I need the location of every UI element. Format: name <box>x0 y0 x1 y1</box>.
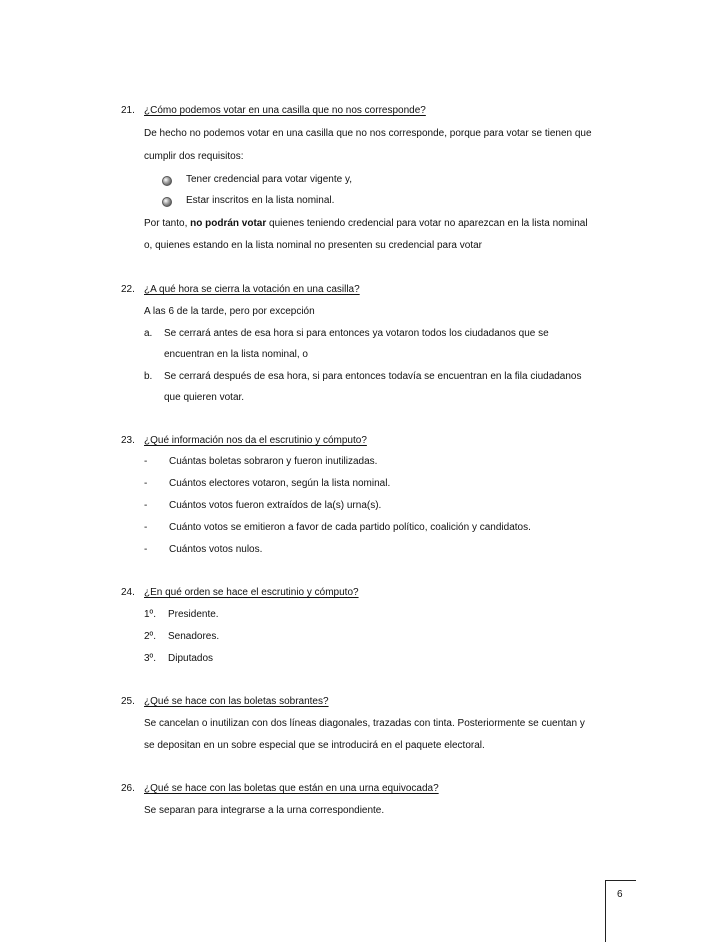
q23-dash: - <box>144 544 148 555</box>
q21-text-line2: cumplir dos requisitos: <box>144 151 244 162</box>
q21-line3-pre: Por tanto, <box>144 218 191 229</box>
q22-item-a-line1: Se cerrará antes de esa hora si para entonces ya votaron todos los ciudadanos que se <box>164 328 549 339</box>
q22-item-b-line1: Se cerrará después de esa hora, si para entonces todavía se encuentran en la fila ciudadanos <box>164 371 582 382</box>
q23-item-1: Cuántas boletas sobraron y fueron inutilizadas. <box>169 456 378 467</box>
q22-question: ¿A qué hora se cierra la votación en una casilla? <box>144 284 360 295</box>
q21-question: ¿Cómo podemos votar en una casilla que no nos corresponde? <box>144 105 426 116</box>
q24-item-2-marker: 2º. <box>144 631 156 642</box>
q25-text-line1: Se cancelan o inutilizan con dos líneas diagonales, trazadas con tinta. Posteriormente se cuentan y <box>144 718 585 729</box>
q21-bullet-2: Estar inscritos en la lista nominal. <box>186 195 335 206</box>
q26-text-line1: Se separan para integrarse a la urna correspondiente. <box>144 805 385 816</box>
q21-text-line3 <box>144 217 588 231</box>
q24-item-3-marker: 3º. <box>144 653 156 664</box>
q22-number: 22. <box>121 284 135 295</box>
q22-item-a-line2: encuentran en la lista nominal, o <box>164 349 308 360</box>
q24-item-2: Senadores. <box>168 631 220 642</box>
q21-text-line1: De hecho no podemos votar en una casilla que no nos corresponde, porque para votar se tienen que <box>144 128 592 139</box>
q26-question: ¿Qué se hace con las boletas que están en una urna equivocada? <box>144 783 439 794</box>
q21-text-line4: o, quienes estando en la lista nominal no presenten su credencial para votar <box>144 240 482 251</box>
q21-line3-post: quienes teniendo credencial para votar no aparezcan en la lista nominal <box>266 218 588 229</box>
q24-item-3: Diputados <box>168 653 214 664</box>
q23-item-2: Cuántos electores votaron, según la lista nominal. <box>169 478 391 489</box>
q23-dash: - <box>144 478 148 489</box>
q22-item-b-marker: b. <box>144 371 153 382</box>
q24-question: ¿En qué orden se hace el escrutinio y cómputo? <box>144 587 359 598</box>
q23-dash: - <box>144 500 148 511</box>
q21-bullet-1: Tener credencial para votar vigente y, <box>186 174 353 185</box>
q22-text-line1: A las 6 de la tarde, pero por excepción <box>144 306 315 317</box>
q24-number: 24. <box>121 587 135 598</box>
q25-number: 25. <box>121 696 135 707</box>
q24-item-1: Presidente. <box>168 609 219 620</box>
q22-item-b-line2: que quieren votar. <box>164 392 245 403</box>
q23-dash: - <box>144 522 148 533</box>
q23-item-4: Cuánto votos se emitieron a favor de cada partido político, coalición y candidatos. <box>169 522 531 533</box>
q23-dash: - <box>144 456 148 467</box>
q24-item-1-marker: 1º. <box>144 609 156 620</box>
q26-number: 26. <box>121 783 135 794</box>
page-number-rule <box>605 910 606 942</box>
q21-line3-bold: no podrán votar <box>190 218 267 229</box>
page-number: 6 <box>617 889 623 900</box>
q23-question: ¿Qué información nos da el escrutinio y cómputo? <box>144 435 367 446</box>
q21-number: 21. <box>121 105 135 116</box>
q23-item-3: Cuántos votos fueron extraídos de la(s) urna(s). <box>169 500 382 511</box>
bullet-icon <box>162 176 172 186</box>
q25-text-line2: se depositan en un sobre especial que se introducirá en el paquete electoral. <box>144 740 485 751</box>
q23-item-5: Cuántos votos nulos. <box>169 544 263 555</box>
bullet-icon <box>162 197 172 207</box>
q22-item-a-marker: a. <box>144 328 153 339</box>
q25-question: ¿Qué se hace con las boletas sobrantes? <box>144 696 329 707</box>
q23-number: 23. <box>121 435 135 446</box>
